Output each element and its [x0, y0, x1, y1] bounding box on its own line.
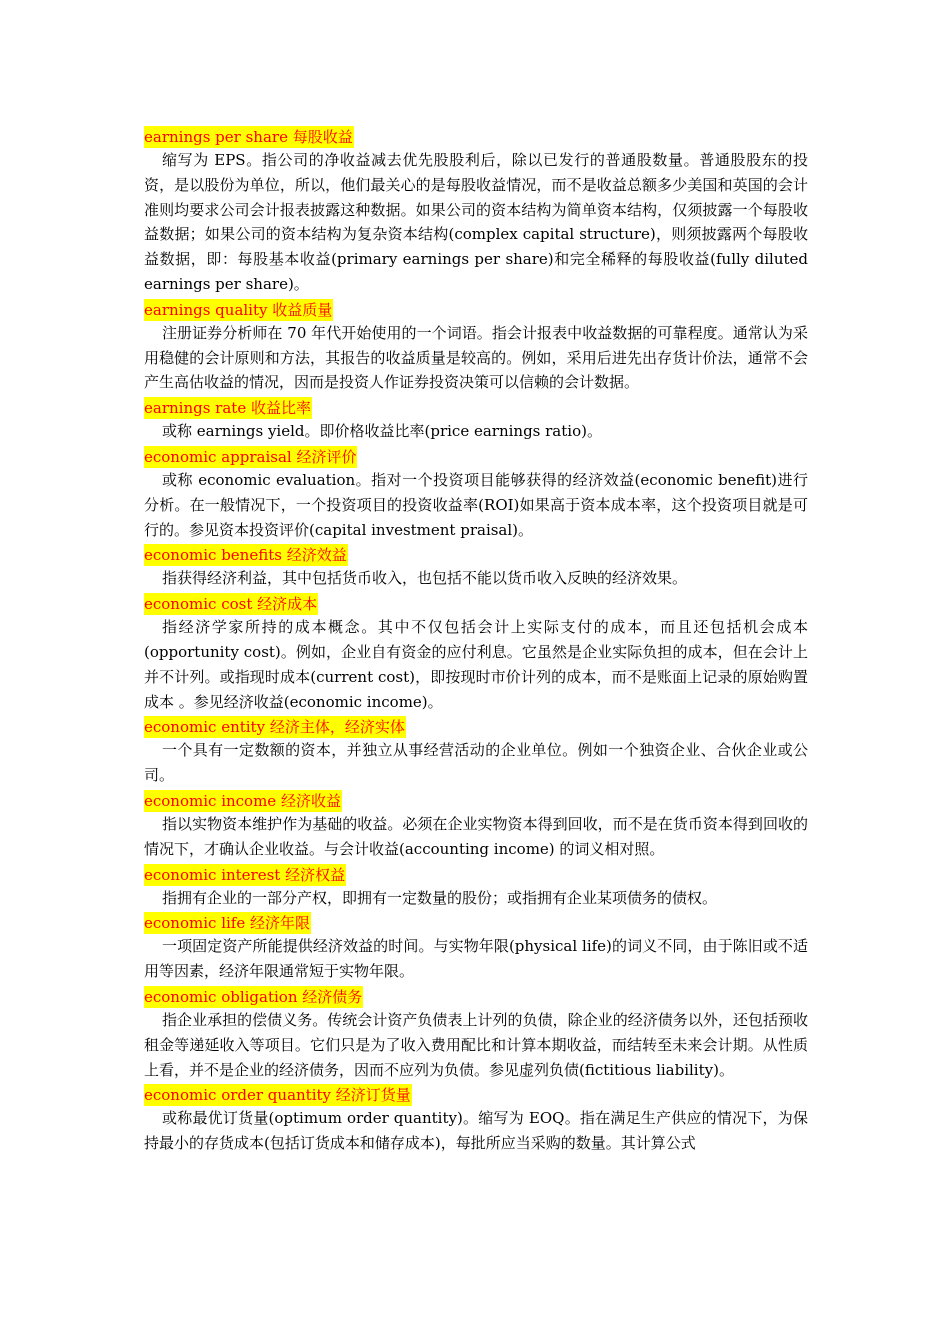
- glossary-entry: [144, 1082, 808, 1156]
- entry-definition: 指获得经济利益，其中包括货币收入，也包括不能以货币收入反映的经济效果。: [162, 569, 688, 588]
- glossary-entry: [144, 862, 808, 911]
- entry-term: economic benefits 经济效益: [144, 546, 347, 565]
- glossary-entry: [144, 910, 808, 984]
- glossary-entry: [144, 297, 808, 395]
- entry-term: economic obligation 经济债务: [144, 987, 363, 1006]
- entry-definition: 指以实物资本维护作为基础的收益。必须在企业实物资本得到回收，而不是在货币资本得到回收的情况下，才确认企业收益。与会计收益(accounting income) 的词义相对照。: [144, 814, 808, 858]
- glossary-entry: [144, 124, 808, 297]
- entry-term: economic appraisal 经济评价: [144, 447, 357, 466]
- document-page: [144, 124, 808, 1156]
- entry-term: economic income 经济收益: [144, 791, 341, 810]
- glossary-entry: [144, 444, 808, 542]
- entry-term: economic interest 经济权益: [144, 865, 346, 884]
- glossary-entry: [144, 591, 808, 714]
- entry-definition: 或称 earnings yield。即价格收益比率(price earnings ratio)。: [162, 422, 602, 441]
- entry-definition: 或称 economic evaluation。指对一个投资项目能够获得的经济效益(economic benefit)进行分析。在一般情况下，一个投资项目的投资收益率(ROI)如果高于资本成本率，这个投资项目就是可行的。参见资本投资评价(capital investment praisal)。: [144, 470, 808, 539]
- glossary-entry: [144, 984, 808, 1082]
- entry-term: earnings rate 收益比率: [144, 399, 311, 418]
- glossary-entry: [144, 542, 808, 591]
- glossary-entry: [144, 395, 808, 444]
- entry-definition: 或称最优订货量(optimum order quantity)。缩写为 EOQ。指在满足生产供应的情况下，为保持最小的存货成本(包括订货成本和储存成本)，每批所应当采购的数量。其计算公式: [144, 1109, 808, 1153]
- entry-term: economic order quantity 经济订货量: [144, 1086, 411, 1105]
- entry-definition: 一个具有一定数额的资本，并独立从事经营活动的企业单位。例如一个独资企业、合伙企业或公司。: [144, 741, 808, 785]
- entry-term: economic cost 经济成本: [144, 595, 318, 614]
- entry-definition: 一项固定资产所能提供经济效益的时间。与实物年限(physical life)的词义不同，由于陈旧或不适用等因素，经济年限通常短于实物年限。: [144, 937, 808, 981]
- entry-term: economic life 经济年限: [144, 914, 310, 933]
- entry-definition: 指经济学家所持的成本概念。其中不仅包括会计上实际支付的成本，而且还包括机会成本(opportunity cost)。例如，企业自有资金的应付利息。它虽然是企业实际负担的成本，但在会计上并不计列。或指现时成本(current cost)，即按现时市价计列的成本，而不是账面上记录的原始购置成本 。参见经济收益(economic income)。: [144, 618, 808, 711]
- entry-term: earnings quality 收益质量: [144, 300, 333, 319]
- entry-definition: 缩写为 EPS。指公司的净收益减去优先股股利后，除以已发行的普通股数量。普通股股东的投资，是以股份为单位，所以，他们最关心的是每股收益情况，而不是收益总额多少美国和英国的会计准则均要求公司会计报表披露这种数据。如果公司的资本结构为简单资本结构，仅须披露一个每股收益数据；如果公司的资本结构为复杂资本结构(complex capital structure)，则须披露两个每股收益数据，即：每股基本收益(primary earnings per share)和完全稀释的每股收益(fully diluted earnings per share)。: [144, 151, 808, 293]
- entry-term: economic entity 经济主体，经济实体: [144, 718, 405, 737]
- entry-definition: 指拥有企业的一部分产权，即拥有一定数量的股份；或指拥有企业某项债务的债权。: [162, 888, 718, 907]
- entry-definition: 指企业承担的偿债义务。传统会计资产负债表上计列的负债，除企业的经济债务以外，还包括预收租金等递延收入等项目。它们只是为了收入费用配比和计算本期收益，而结转至未来会计期。从性质上看，并不是企业的经济债务，因而不应列为负债。参见虚列负债(fictitious liability)。: [144, 1010, 808, 1079]
- glossary-entry: [144, 788, 808, 862]
- entry-term: earnings per share 每股收益: [144, 128, 353, 146]
- glossary-entry: [144, 714, 808, 788]
- entry-definition: 注册证券分析师在 70 年代开始使用的一个词语。指会计报表中收益数据的可靠程度。通常认为采用稳健的会计原则和方法，其报告的收益质量是较高的。例如，采用后进先出存货计价法，通常不会产生高估收益的情况，因而是投资人作证券投资决策可以信赖的会计数据。: [144, 323, 808, 392]
